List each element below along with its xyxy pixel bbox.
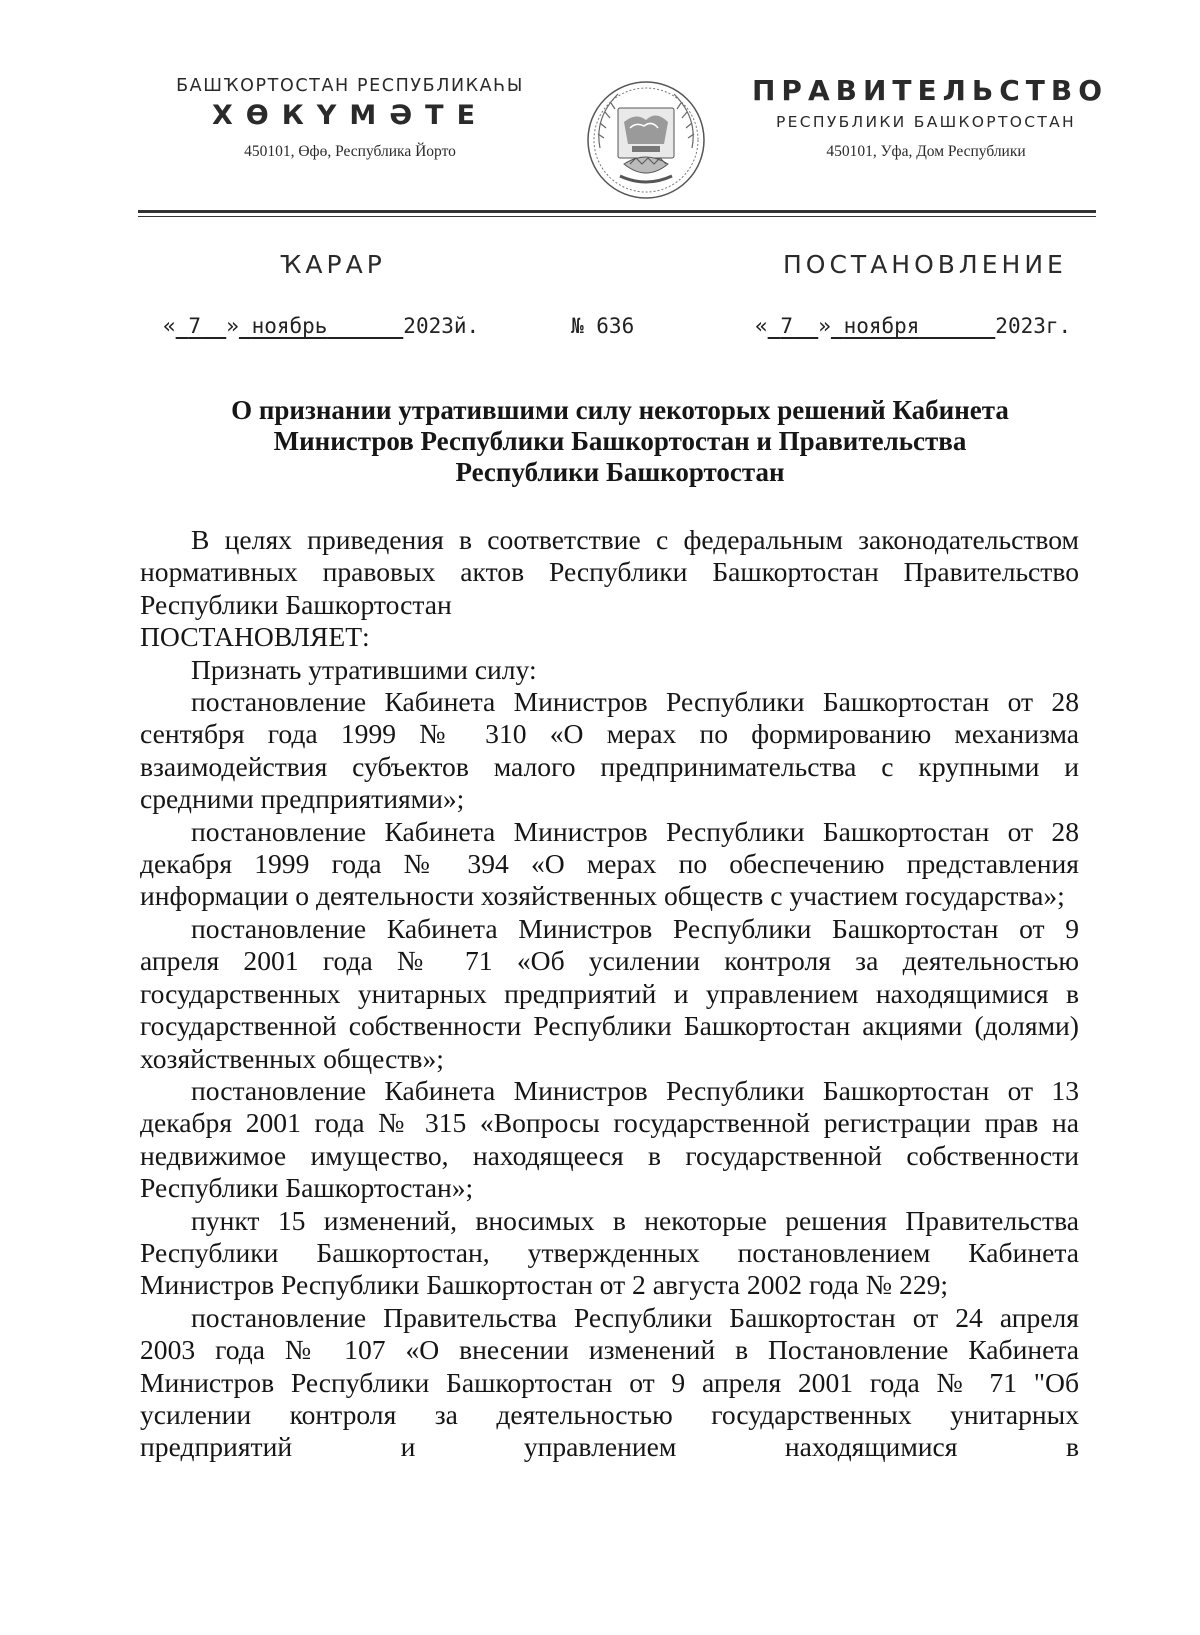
header-divider-thin xyxy=(138,216,1096,217)
header-ru-address: 450101, Уфа, Дом Республики xyxy=(826,143,1026,160)
body-paragraph-resolves: ПОСТАНОВЛЯЕТ: xyxy=(140,621,370,653)
date-ru-day: 7 xyxy=(780,314,793,338)
date-ba-month: ноябрь xyxy=(251,314,328,338)
header-ru-republic-name: РЕСПУБЛИКИ БАШКОРТОСТАН xyxy=(776,113,1076,131)
header-russian xyxy=(752,74,1109,161)
body-paragraph-item: постановление Правительства Республики Башкортостан от 24 апреля 2003 года № 107 «О внесении изменений в Постановление Кабинета Министров Республики Башкортостан от 9 апреля 2001 года № 71 "Об усилении контроля за деятельностью государственных унитарных предприятий и управлением находящимися в xyxy=(140,1301,1079,1463)
body-paragraph-item: постановление Кабинета Министров Республики Башкортостан от 28 сентября года 1999 № 310 «О мерах по формированию механизма взаимодействия субъектов малого предпринимательства с крупными и средними предприятиями»; xyxy=(140,686,1079,815)
title-line: Республики Башкортостан xyxy=(455,457,785,487)
doc-type-bashkir: ҠАРАР xyxy=(280,250,386,279)
date-ru-month: ноября xyxy=(843,314,920,338)
title-line: Министров Республики Башкортостан и Правительства xyxy=(273,426,967,456)
body-paragraph-item: пункт 15 изменений, вносимых в некоторые решения Правительства Республики Башкортостан, утвержденных постановлением Кабинета Министров Республики Башкортостан от 2 августа 2002 года № 229; xyxy=(140,1204,1079,1301)
date-russian: « 7 » ноября 2023г. xyxy=(755,314,1072,338)
doc-type-russian: ПОСТАНОВЛЕНИЕ xyxy=(783,250,1067,279)
header-ba-address: 450101, Өфө, Республика Йорто xyxy=(244,143,456,160)
date-ba-year: 2023й. xyxy=(403,314,480,338)
body-paragraph-item: постановление Кабинета Министров Республики Башкортостан от 13 декабря 2001 года № 315 «Вопросы государственной регистрации прав на недвижимое имущество, находящееся в государственной собственности Республики Башкортостан»; xyxy=(140,1074,1079,1204)
header-ru-government: ПРАВИТЕЛЬСТВО xyxy=(752,74,1109,107)
title-line: О признании утратившими силу некоторых решений Кабинета xyxy=(231,395,1009,425)
body-paragraph-preamble: В целях приведения в соответствие с федеральным законодательством нормативных правовых актов Республики Башкортостан Правительство Республики Башкортостан xyxy=(140,524,1079,620)
document-number: № 636 xyxy=(571,314,635,338)
date-ba-day: 7 xyxy=(188,314,201,338)
body-paragraph-item: постановление Кабинета Министров Республики Башкортостан от 9 апреля 2001 года № 71 «Об усилении контроля за деятельностью государственных унитарных предприятий и управлением находящимися в государственной собственности Республики Башкортостан акциями (долями) хозяйственных обществ»; xyxy=(140,912,1079,1074)
header-ba-government: ХӨКҮМӘТЕ xyxy=(211,100,489,131)
date-ru-year: 2023г. xyxy=(995,314,1072,338)
header-ba-republic-name: БАШҠОРТОСТАН РЕСПУБЛИКАҺЫ xyxy=(176,76,524,96)
document-title xyxy=(140,395,1100,488)
body-paragraph-intro: Признать утратившими силу: xyxy=(191,653,537,685)
date-bashkir: « 7 » ноябрь 2023й. xyxy=(163,314,480,338)
coat-of-arms-bashkortostan-icon xyxy=(584,78,708,202)
header-divider-thick xyxy=(138,210,1096,213)
header-bashkir xyxy=(150,76,550,161)
document-body xyxy=(140,524,1079,1464)
body-paragraph-item: постановление Кабинета Министров Республики Башкортостан от 28 декабря 1999 года № 394 «О мерах по обеспечению представления информации о деятельности хозяйственных обществ с участием государства»; xyxy=(140,815,1079,912)
